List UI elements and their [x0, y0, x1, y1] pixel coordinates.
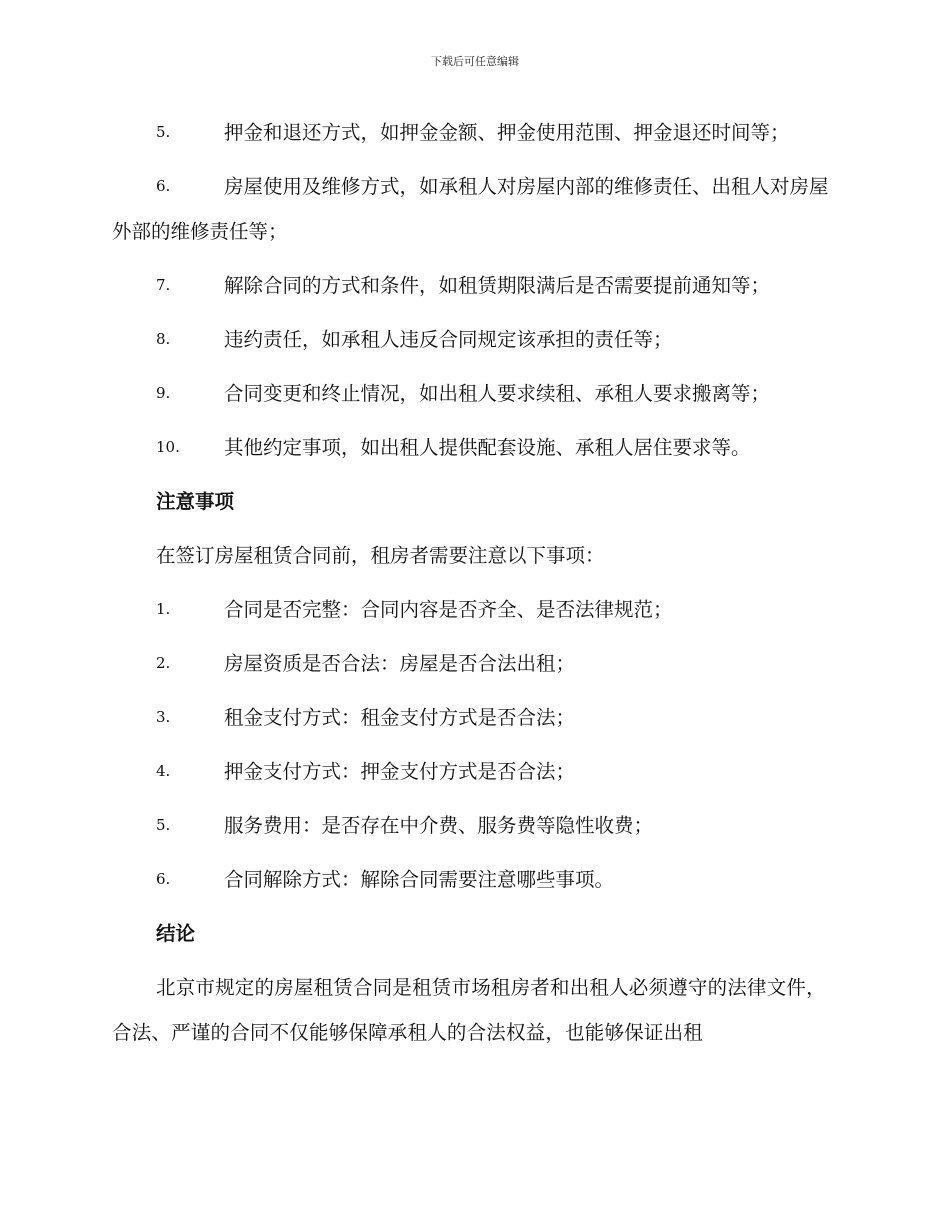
list-item	[112, 263, 838, 308]
list-item	[112, 587, 838, 632]
list-item	[112, 110, 838, 155]
list-item-text: 房屋资质是否合法：房屋是否合法出租；	[224, 652, 576, 675]
list-item	[112, 695, 838, 740]
list-item-number: 9.	[156, 384, 171, 402]
list-item	[112, 317, 838, 362]
section-heading-conclusion: 结论	[156, 922, 196, 945]
section-heading-notes: 注意事项	[156, 490, 235, 513]
document-body	[112, 110, 838, 1055]
list-item-number: 10.	[156, 438, 180, 456]
list-item-number: 1.	[156, 600, 171, 618]
list-item-text: 押金和退还方式，如押金金额、押金使用范围、押金退还时间等；	[224, 121, 790, 144]
list-item-number: 5.	[156, 816, 171, 834]
list-item	[112, 164, 838, 254]
list-item-text: 合同变更和终止情况，如出租人要求续租、承租人要求搬离等；	[224, 382, 771, 405]
list-item-number: 7.	[156, 276, 171, 294]
list-item-number: 6.	[156, 870, 171, 888]
list-item	[112, 857, 838, 902]
list-item	[112, 425, 838, 470]
list-item-text: 解除合同的方式和条件，如租赁期限满后是否需要提前通知等；	[224, 274, 771, 297]
list-item	[112, 803, 838, 848]
list-item-text: 服务费用：是否存在中介费、服务费等隐性收费；	[224, 814, 654, 837]
list-item-number: 8.	[156, 330, 171, 348]
list-item-number: 6.	[156, 177, 171, 195]
list-item	[112, 641, 838, 686]
list-item-text: 租金支付方式：租金支付方式是否合法；	[224, 706, 576, 729]
list-item	[112, 371, 838, 416]
page-header: 下载后可任意编辑	[431, 55, 519, 68]
list-item-text: 其他约定事项，如出租人提供配套设施、承租人居住要求等。	[224, 436, 751, 459]
notes-intro-paragraph: 在签订房屋租赁合同前，租房者需要注意以下事项：	[156, 544, 605, 567]
list-item-number: 3.	[156, 708, 171, 726]
list-item-text: 合同解除方式：解除合同需要注意哪些事项。	[224, 868, 615, 891]
list-item-text: 合同是否完整：合同内容是否齐全、是否法律规范；	[224, 598, 673, 621]
list-item-text: 押金支付方式：押金支付方式是否合法；	[224, 760, 576, 783]
conclusion-paragraph: 北京市规定的房屋租赁合同是租赁市场租房者和出租人必须遵守的法律文件，合法、严谨的合同不仅能够保障承租人的合法权益，也能够保证出租	[112, 976, 826, 1044]
list-item-number: 5.	[156, 123, 171, 141]
list-item-text: 违约责任，如承租人违反合同规定该承担的责任等；	[224, 328, 673, 351]
list-item	[112, 749, 838, 794]
list-item-number: 2.	[156, 654, 171, 672]
list-item-number: 4.	[156, 762, 171, 780]
list-item-text: 房屋使用及维修方式，如承租人对房屋内部的维修责任、出租人对房屋外部的维修责任等；	[112, 175, 829, 243]
